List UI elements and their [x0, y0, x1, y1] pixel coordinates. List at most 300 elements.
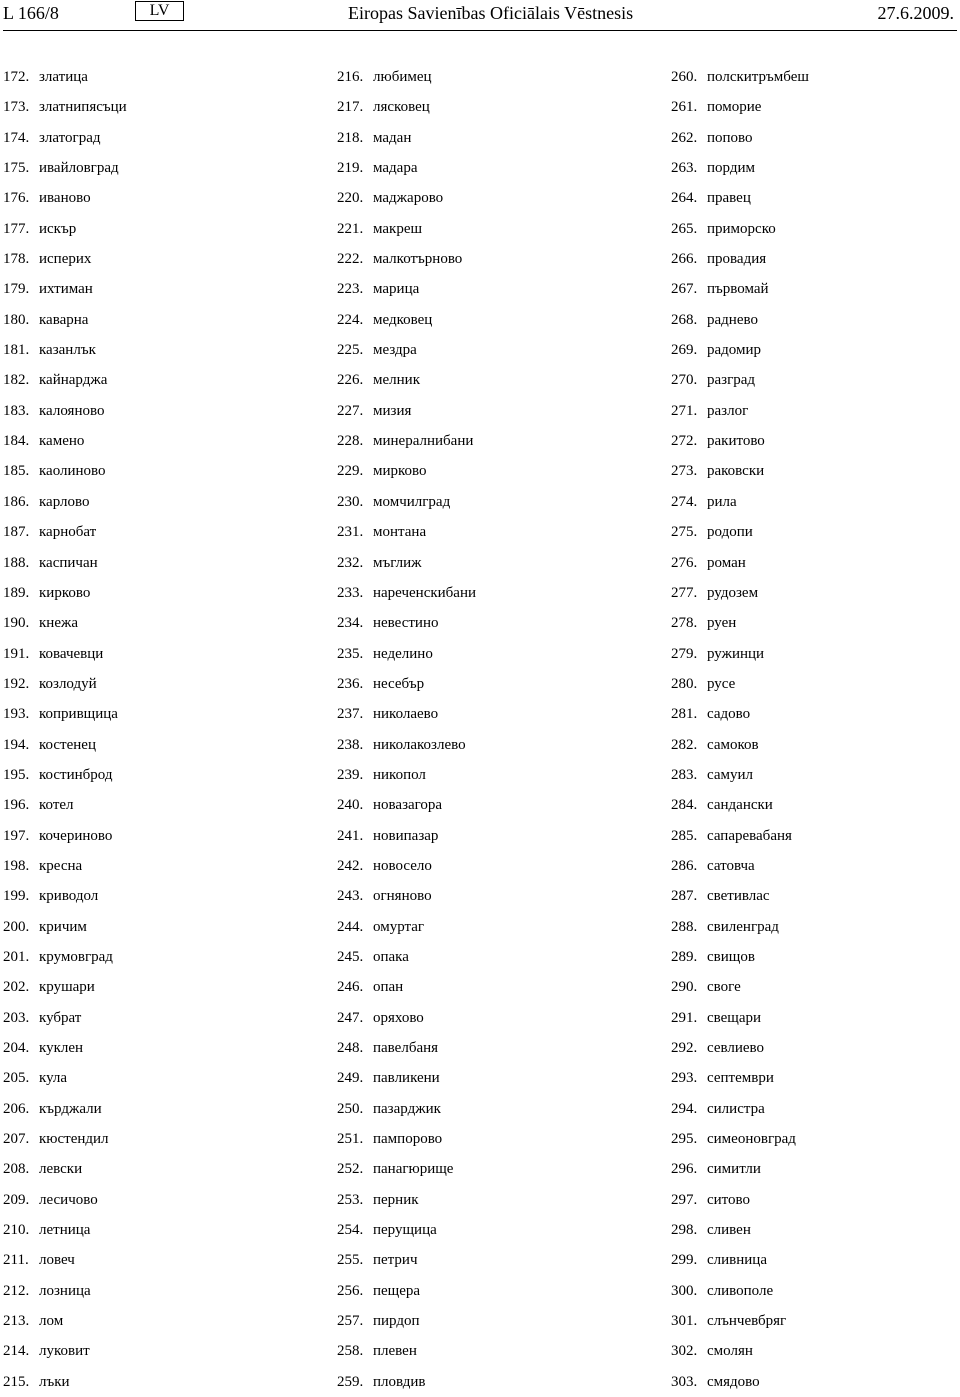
- item-number: 294.: [671, 1100, 698, 1117]
- item-name: раковски: [707, 463, 765, 480]
- item-number: 243.: [337, 888, 364, 905]
- item-name: козлодуй: [39, 675, 97, 692]
- list-item: [671, 1276, 809, 1306]
- item-number: 268.: [671, 311, 698, 328]
- list-item: [337, 62, 476, 92]
- item-name: камено: [39, 433, 85, 450]
- item-number: 256.: [337, 1282, 364, 1299]
- item-number: 247.: [337, 1009, 364, 1026]
- item-number: 184.: [3, 433, 30, 450]
- item-number: 175.: [3, 160, 30, 177]
- item-number: 277.: [671, 584, 698, 601]
- list-item: [671, 517, 809, 547]
- item-name: свищов: [707, 948, 755, 965]
- item-name: крушари: [39, 979, 95, 996]
- item-name: мелник: [373, 372, 420, 389]
- item-number: 260.: [671, 69, 698, 85]
- list-item: [671, 881, 809, 911]
- item-number: 302.: [671, 1343, 698, 1360]
- item-number: 179.: [3, 281, 30, 298]
- item-number: 272.: [671, 433, 698, 450]
- item-name: сатовча: [707, 857, 755, 874]
- item-number: 251.: [337, 1131, 364, 1148]
- list-item: [337, 123, 476, 153]
- list-item: [337, 1185, 476, 1215]
- item-name: сандански: [707, 797, 773, 814]
- list-item: [671, 244, 809, 274]
- item-name: роман: [707, 554, 746, 571]
- item-number: 173.: [3, 99, 30, 116]
- item-number: 200.: [3, 918, 30, 935]
- list-item: [671, 669, 809, 699]
- item-name: новосело: [373, 857, 432, 874]
- item-number: 190.: [3, 615, 30, 632]
- item-number: 293.: [671, 1070, 698, 1087]
- list-item: [337, 1306, 476, 1336]
- list-item: [337, 365, 476, 395]
- item-name: приморско: [707, 220, 776, 237]
- item-number: 281.: [671, 706, 698, 723]
- item-name: лом: [39, 1313, 64, 1330]
- item-name: златоград: [39, 129, 101, 146]
- item-name: омуртаг: [373, 918, 425, 935]
- item-number: 198.: [3, 857, 30, 874]
- list-item: [671, 912, 809, 942]
- item-name: николаево: [373, 706, 439, 723]
- item-number: 299.: [671, 1252, 698, 1269]
- list-item: [337, 972, 476, 1002]
- list-item: [3, 1367, 127, 1397]
- item-number: 296.: [671, 1161, 698, 1178]
- item-number: 242.: [337, 857, 364, 874]
- item-name: сливница: [707, 1252, 767, 1269]
- item-name: ловеч: [39, 1252, 75, 1269]
- item-name: златица: [39, 69, 88, 85]
- item-name: лъки: [39, 1373, 70, 1390]
- item-name: сапаревабаня: [707, 827, 792, 844]
- list-item: [337, 1367, 476, 1397]
- item-name: костинброд: [39, 766, 113, 783]
- item-name: пампорово: [373, 1131, 443, 1148]
- item-name: мездра: [373, 342, 417, 359]
- item-number: 238.: [337, 736, 364, 753]
- item-name: разлог: [707, 402, 749, 419]
- item-number: 232.: [337, 554, 364, 571]
- item-name: никопол: [373, 766, 426, 783]
- list-item: [3, 1063, 127, 1093]
- item-name: ихтиман: [39, 281, 93, 298]
- item-name: кнежа: [39, 615, 78, 632]
- list-item: [3, 396, 127, 426]
- item-number: 215.: [3, 1373, 30, 1390]
- item-number: 207.: [3, 1131, 30, 1148]
- item-name: смолян: [707, 1343, 753, 1360]
- list-item: [3, 1306, 127, 1336]
- item-name: карнобат: [39, 524, 97, 541]
- item-number: 253.: [337, 1191, 364, 1208]
- item-number: 290.: [671, 979, 698, 996]
- item-name: несебър: [373, 675, 425, 692]
- item-name: перник: [373, 1191, 419, 1208]
- item-name: лесичово: [39, 1191, 98, 1208]
- list-item: [3, 92, 127, 122]
- item-number: 181.: [3, 342, 30, 359]
- list-item: [671, 62, 809, 92]
- item-number: 187.: [3, 524, 30, 541]
- item-number: 189.: [3, 584, 30, 601]
- item-number: 216.: [337, 69, 364, 85]
- list-item: [3, 1154, 127, 1184]
- item-name: светивлас: [707, 888, 770, 905]
- item-name: невестино: [373, 615, 439, 632]
- list-item: [337, 396, 476, 426]
- list-column-1: [3, 62, 127, 1397]
- list-item: [337, 699, 476, 729]
- item-number: 211.: [3, 1252, 29, 1269]
- list-item: [337, 1276, 476, 1306]
- list-item: [337, 335, 476, 365]
- list-column-2: [337, 62, 476, 1397]
- item-name: слънчевбряг: [707, 1313, 787, 1330]
- item-name: русе: [707, 675, 736, 692]
- item-number: 223.: [337, 281, 364, 298]
- journal-title: Eiropas Savienības Oficiālais Vēstnesis: [348, 3, 634, 23]
- item-number: 284.: [671, 797, 698, 814]
- item-number: 225.: [337, 342, 364, 359]
- item-number: 276.: [671, 554, 698, 571]
- item-number: 280.: [671, 675, 698, 692]
- list-item: [337, 1336, 476, 1366]
- item-number: 222.: [337, 251, 364, 268]
- item-name: опан: [373, 979, 404, 996]
- publication-date: 27.6.2009.: [877, 3, 954, 23]
- list-item: [3, 821, 127, 851]
- item-number: 209.: [3, 1191, 30, 1208]
- list-item: [337, 426, 476, 456]
- list-item: [337, 1033, 476, 1063]
- item-name: садово: [707, 706, 751, 723]
- list-item: [3, 669, 127, 699]
- item-name: момчилград: [373, 493, 451, 510]
- list-item: [3, 1033, 127, 1063]
- list-item: [3, 62, 127, 92]
- item-number: 249.: [337, 1070, 364, 1087]
- list-item: [337, 305, 476, 335]
- list-item: [3, 760, 127, 790]
- item-name: силистра: [707, 1100, 765, 1117]
- item-name: любимец: [373, 69, 432, 85]
- item-number: 270.: [671, 372, 698, 389]
- item-number: 194.: [3, 736, 30, 753]
- list-item: [337, 487, 476, 517]
- item-name: полскитръмбеш: [707, 69, 809, 85]
- list-item: [337, 760, 476, 790]
- item-name: мизия: [373, 402, 412, 419]
- list-item: [3, 1336, 127, 1366]
- list-item: [337, 669, 476, 699]
- item-number: 262.: [671, 129, 698, 146]
- item-number: 239.: [337, 766, 364, 783]
- item-number: 261.: [671, 99, 698, 116]
- list-item: [671, 1003, 809, 1033]
- list-item: [3, 942, 127, 972]
- list-item: [671, 426, 809, 456]
- item-name: провадия: [707, 251, 767, 268]
- list-item: [671, 1215, 809, 1245]
- item-name: минералнибани: [373, 433, 474, 450]
- list-item: [3, 1245, 127, 1275]
- list-item: [3, 790, 127, 820]
- item-name: петрич: [373, 1252, 418, 1269]
- item-name: кресна: [39, 857, 83, 874]
- item-number: 231.: [337, 524, 364, 541]
- item-name: панагюрище: [373, 1161, 454, 1178]
- language-badge: LV: [135, 1, 184, 21]
- item-name: пловдив: [373, 1373, 426, 1390]
- item-number: 177.: [3, 220, 30, 237]
- item-number: 228.: [337, 433, 364, 450]
- page-header: [0, 0, 960, 30]
- item-number: 230.: [337, 493, 364, 510]
- item-number: 192.: [3, 675, 30, 692]
- list-item: [671, 730, 809, 760]
- item-name: разград: [707, 372, 756, 389]
- item-number: 205.: [3, 1070, 30, 1087]
- item-name: исперих: [39, 251, 92, 268]
- item-number: 271.: [671, 402, 698, 419]
- list-item: [337, 639, 476, 669]
- item-number: 288.: [671, 918, 698, 935]
- item-number: 295.: [671, 1131, 698, 1148]
- item-name: самуил: [707, 766, 754, 783]
- list-item: [3, 426, 127, 456]
- item-number: 183.: [3, 402, 30, 419]
- list-item: [671, 1124, 809, 1154]
- list-item: [671, 1094, 809, 1124]
- item-name: първомай: [707, 281, 769, 298]
- item-name: кубрат: [39, 1009, 82, 1026]
- item-number: 219.: [337, 160, 364, 177]
- item-number: 204.: [3, 1040, 30, 1056]
- item-number: 300.: [671, 1282, 698, 1299]
- item-number: 226.: [337, 372, 364, 389]
- item-name: ситово: [707, 1191, 751, 1208]
- item-name: неделино: [373, 645, 433, 662]
- list-item: [3, 548, 127, 578]
- list-item: [337, 274, 476, 304]
- list-item: [3, 456, 127, 486]
- item-name: криводол: [39, 888, 99, 905]
- item-number: 274.: [671, 493, 698, 510]
- item-name: кула: [39, 1070, 68, 1087]
- list-item: [337, 1003, 476, 1033]
- list-item: [3, 1276, 127, 1306]
- item-name: куклен: [39, 1040, 84, 1056]
- list-item: [671, 578, 809, 608]
- list-item: [337, 578, 476, 608]
- item-number: 178.: [3, 251, 30, 268]
- item-name: радомир: [707, 342, 762, 359]
- item-number: 206.: [3, 1100, 30, 1117]
- item-number: 233.: [337, 584, 364, 601]
- item-name: ружинци: [707, 645, 765, 662]
- list-item: [3, 699, 127, 729]
- list-item: [671, 1063, 809, 1093]
- list-item: [3, 153, 127, 183]
- item-number: 246.: [337, 979, 364, 996]
- list-item: [671, 92, 809, 122]
- list-item: [3, 517, 127, 547]
- item-name: руен: [707, 615, 737, 632]
- item-name: николакозлево: [373, 736, 466, 753]
- item-name: новипазар: [373, 827, 439, 844]
- list-item: [671, 335, 809, 365]
- item-number: 197.: [3, 827, 30, 844]
- item-name: пордим: [707, 160, 755, 177]
- list-item: [671, 1185, 809, 1215]
- item-name: каолиново: [39, 463, 106, 480]
- item-name: новазагора: [373, 797, 443, 814]
- item-number: 279.: [671, 645, 698, 662]
- item-number: 278.: [671, 615, 698, 632]
- list-item: [337, 1124, 476, 1154]
- item-name: калояново: [39, 402, 105, 419]
- item-name: кюстендил: [39, 1131, 109, 1148]
- item-name: левски: [39, 1161, 83, 1178]
- item-name: казанлък: [39, 342, 96, 359]
- item-number: 244.: [337, 918, 364, 935]
- item-name: своге: [707, 979, 741, 996]
- list-item: [671, 760, 809, 790]
- list-column-3: [671, 62, 809, 1397]
- item-number: 257.: [337, 1313, 364, 1330]
- list-item: [337, 92, 476, 122]
- list-item: [337, 214, 476, 244]
- item-name: карлово: [39, 493, 90, 510]
- list-item: [337, 730, 476, 760]
- list-item: [3, 1094, 127, 1124]
- item-name: кочериново: [39, 827, 113, 844]
- list-item: [671, 1367, 809, 1397]
- item-name: правец: [707, 190, 751, 207]
- item-name: лясковец: [373, 99, 430, 116]
- item-name: летница: [39, 1222, 91, 1239]
- page-reference: L 166/8: [3, 3, 59, 23]
- item-name: кирково: [39, 584, 91, 601]
- list-item: [3, 578, 127, 608]
- list-item: [671, 639, 809, 669]
- item-name: сливен: [707, 1222, 751, 1239]
- item-name: иваново: [39, 190, 91, 207]
- list-item: [337, 456, 476, 486]
- list-item: [337, 881, 476, 911]
- item-name: медковец: [373, 311, 433, 328]
- item-name: сливополе: [707, 1282, 774, 1299]
- list-item: [337, 608, 476, 638]
- item-number: 234.: [337, 615, 364, 632]
- item-name: мирково: [373, 463, 427, 480]
- item-number: 287.: [671, 888, 698, 905]
- item-name: ивайловград: [39, 160, 119, 177]
- item-number: 252.: [337, 1161, 364, 1178]
- list-item: [671, 942, 809, 972]
- item-number: 214.: [3, 1343, 30, 1360]
- item-number: 303.: [671, 1373, 698, 1390]
- list-item: [3, 1185, 127, 1215]
- item-name: ракитово: [707, 433, 765, 450]
- item-name: септември: [707, 1070, 774, 1087]
- item-number: 221.: [337, 220, 364, 237]
- item-name: свиленград: [707, 918, 779, 935]
- item-name: крумовград: [39, 948, 113, 965]
- item-name: пазарджик: [373, 1100, 441, 1117]
- item-number: 273.: [671, 463, 698, 480]
- item-name: опака: [373, 948, 409, 965]
- list-item: [337, 1245, 476, 1275]
- item-name: пирдоп: [373, 1313, 420, 1330]
- item-name: мадара: [373, 160, 418, 177]
- list-item: [3, 244, 127, 274]
- item-number: 185.: [3, 463, 30, 480]
- item-name: павликени: [373, 1070, 440, 1087]
- item-name: ковачевци: [39, 645, 104, 662]
- item-name: макреш: [373, 220, 423, 237]
- list-item: [3, 912, 127, 942]
- list-item: [3, 123, 127, 153]
- item-number: 208.: [3, 1161, 30, 1178]
- item-name: лозница: [39, 1282, 91, 1299]
- item-name: малкотърново: [373, 251, 463, 268]
- list-item: [671, 214, 809, 244]
- item-number: 202.: [3, 979, 30, 996]
- item-number: 236.: [337, 675, 364, 692]
- list-item: [671, 1154, 809, 1184]
- item-number: 188.: [3, 554, 30, 571]
- list-item: [3, 608, 127, 638]
- item-number: 240.: [337, 797, 364, 814]
- list-item: [671, 365, 809, 395]
- item-number: 220.: [337, 190, 364, 207]
- list-item: [671, 183, 809, 213]
- list-item: [3, 881, 127, 911]
- item-number: 195.: [3, 766, 30, 783]
- item-number: 298.: [671, 1222, 698, 1239]
- list-item: [337, 1154, 476, 1184]
- list-item: [337, 851, 476, 881]
- list-item: [671, 305, 809, 335]
- item-name: свещари: [707, 1009, 762, 1026]
- list-item: [3, 1003, 127, 1033]
- list-item: [3, 851, 127, 881]
- item-number: 203.: [3, 1009, 30, 1026]
- item-name: пещера: [373, 1282, 421, 1299]
- list-item: [337, 942, 476, 972]
- item-name: златнипясъци: [39, 99, 127, 116]
- item-name: рила: [707, 493, 737, 510]
- item-name: луковит: [39, 1343, 90, 1360]
- list-item: [3, 183, 127, 213]
- list-item: [671, 790, 809, 820]
- list-item: [3, 365, 127, 395]
- list-item: [3, 305, 127, 335]
- list-item: [337, 912, 476, 942]
- list-item: [337, 153, 476, 183]
- item-name: костенец: [39, 736, 96, 753]
- list-item: [671, 1033, 809, 1063]
- item-name: монтана: [373, 524, 427, 541]
- item-number: 267.: [671, 281, 698, 298]
- item-number: 291.: [671, 1009, 698, 1026]
